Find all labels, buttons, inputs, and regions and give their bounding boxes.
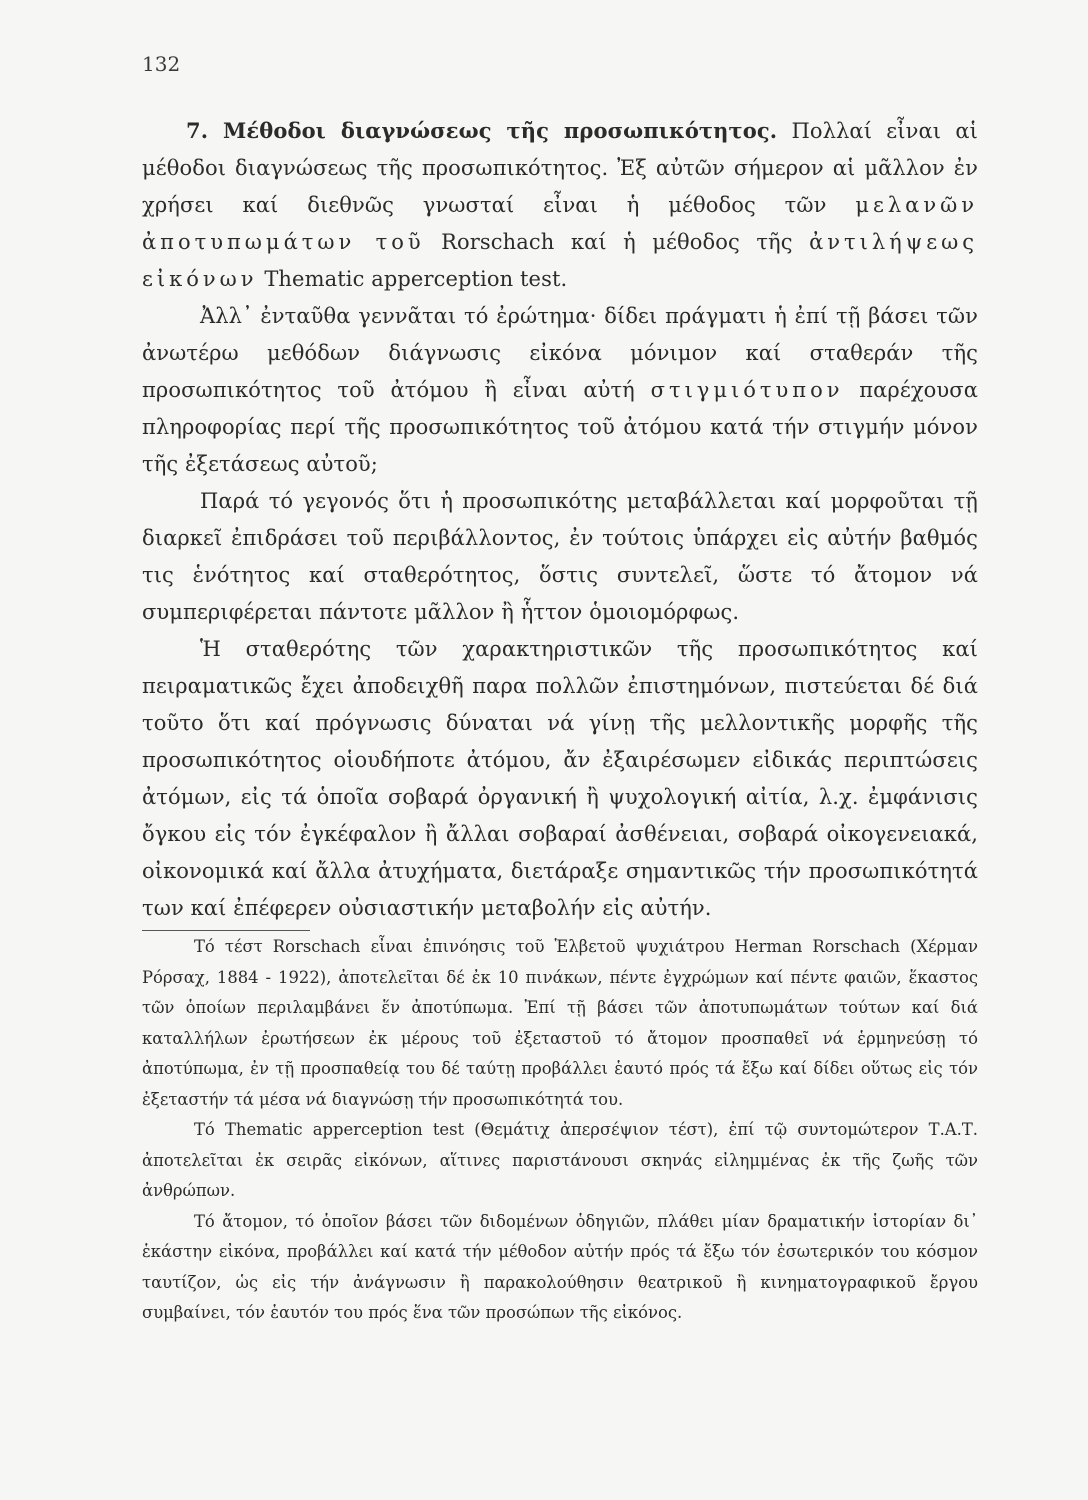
footnotes (142, 932, 978, 1329)
spaced-term-1: μελανῶν ἀποτυπωμάτων τοῦ (142, 193, 978, 254)
footnote-2: Τό Thematic apperception test (Θεμάτιχ ἀπερσέψιον τέστ), ἐπί τῷ συντομώτερον Τ.Α.Τ. ἀποτελεῖται ἐκ σειρᾶς εἰκόνων, αἵτινες παριστάνουσι σκηνάς εἰλημμένας ἐκ τῆς ζωῆς τῶν ἀνθρώπων. (142, 1120, 978, 1200)
paragraph-2 (142, 298, 978, 483)
paragraph-1-text-a: Πολλαί εἶναι αἱ μέθοδοι διαγνώσεως τῆς προσωπικότητος. Ἐξ αὐτῶν σήμερον αἱ μᾶλλον ἐν χρήσει καί διεθνῶς γνωσταί εἶναι ἡ μέθοδος τῶν (142, 119, 978, 217)
paragraph-4: Ἡ σταθερότης τῶν χαρακτηριστικῶν τῆς προσωπικότητος καί πειραματικῶς ἔχει ἀποδειχθῆ παρα πολλῶν ἐπιστημόνων, πιστεύεται δέ διά τοῦτο ὅτι καί πρόγνωσις δύναται νά γίνῃ τῆς μελλοντικῆς μορφῆς τῆς προσωπικότητος οἱουδήποτε ἀτόμου, ἄν ἐξαιρέσωμεν εἰδικάς περιπτώσεις ἀτόμων, εἰς τά ὁποῖα σοβαρά ὀργανική ἢ ψυχολογική αἰτία, λ.χ. ἐμφάνισις ὄγκου εἰς τόν ἐγκέφαλον ἢ ἄλλαι σοβαραί ἀσθένειαι, σοβαρά οἰκογενειακά, οἰκονομικά καί ἄλλα ἀτυχήματα, διετάραξε σημαντικῶς τήν προσωπικότητά των καί ἐπέφερεν οὐσιαστικήν μεταβολήν εἰς αὐτήν. (142, 637, 978, 920)
spaced-term-2: ἀντιλήψεως εἰκόνων (142, 230, 978, 291)
paragraph-3: Παρά τό γεγονός ὅτι ἡ προσωπικότης μεταβάλλεται καί μορφοῦται τῇ διαρκεῖ ἐπιδράσει τοῦ περιβάλλοντος, ἐν τούτοις ὑπάρχει εἰς αὐτήν βαθμός τις ἑνότητος καί σταθερότητος, ὅστις συντελεῖ, ὥστε τό ἄτομον νά συμπεριφέρεται πάντοτε μᾶλλον ἢ ἧττον ὁμοιομόρφως. (142, 489, 978, 624)
paragraph-2-text-b: παρέχουσα πληροφορίας περί τῆς προσωπικότητος τοῦ ἀτόμου κατά τήν στιγμήν μόνον τῆς ἐξετάσεως αὐτοῦ; (142, 378, 978, 476)
paragraph-1-text-c: Thematic apperception test. (257, 267, 568, 291)
paragraph-1 (142, 112, 978, 298)
paragraph-1-text-b: Rorschach καί ἡ μέθοδος τῆς (424, 230, 810, 254)
footnote-3: Τό ἄτομον, τό ὁποῖον βάσει τῶν διδομένων ὁδηγιῶν, πλάθει μίαν δραματικήν ἱστορίαν δι᾿ ἑκάστην εἰκόνα, προβάλλει καί κατά τήν μέθοδον αὐτήν πρός τά ἔξω τόν ἐσωτερικόν του κόσμον ταυτίζον, ὡς εἰς τήν ἀνάγνωσιν ἢ παρακολούθησιν θεατρικοῦ ἢ κινηματογραφικοῦ ἔργου συμβαίνει, τόν ἑαυτόν του πρός ἕνα τῶν προσώπων τῆς εἰκόνος. (142, 1211, 978, 1322)
footnote-1: Τό τέστ Rorschach εἶναι ἐπινόησις τοῦ Ἑλβετοῦ ψυχιάτρου Herman Rorschach (Χέρμαν Ρόρσαχ, 1884 - 1922), ἀποτελεῖται δέ ἐκ 10 πινάκων, πέντε ἐγχρώμων καί πέντε φαιῶν, ἕκαστος τῶν ὁποίων περιλαμβάνει ἕν ἀποτύπωμα. Ἐπί τῇ βάσει τῶν ἀποτυπωμάτων τούτων καί διά καταλλήλων ἐρωτήσεων ἐκ μέρους τοῦ ἐξεταστοῦ τό ἄτομον προσπαθεῖ νά ἑρμηνεύσῃ τό ἀποτύπωμα, ἐν τῇ προσπαθείᾳ του δέ ταύτῃ προβάλλει ἑαυτό πρός τά ἔξω καί δίδει οὕτως εἰς τόν ἐξεταστήν τά μέσα νά διαγνώσῃ τήν προσωπικότητά του. (142, 937, 978, 1109)
section-heading: 7. Μέθοδοι διαγνώσεως τῆς προσωπικότητος. (186, 118, 778, 143)
page-number: 132 (142, 52, 181, 76)
spaced-term-3: στιγμιότυπον (650, 378, 844, 402)
main-text (142, 112, 978, 927)
footnote-rule (142, 930, 310, 931)
paragraph-2-text-a: Ἀλλ᾿ ἐνταῦθα γεννᾶται τό ἐρώτημα· δίδει πράγματι ἡ ἐπί τῇ βάσει τῶν ἀνωτέρω μεθόδων διάγνωσις εἰκόνα μόνιμον καί σταθεράν τῆς προσωπικότητος τοῦ ἀτόμου ἢ εἶναι αὐτή (142, 304, 978, 402)
